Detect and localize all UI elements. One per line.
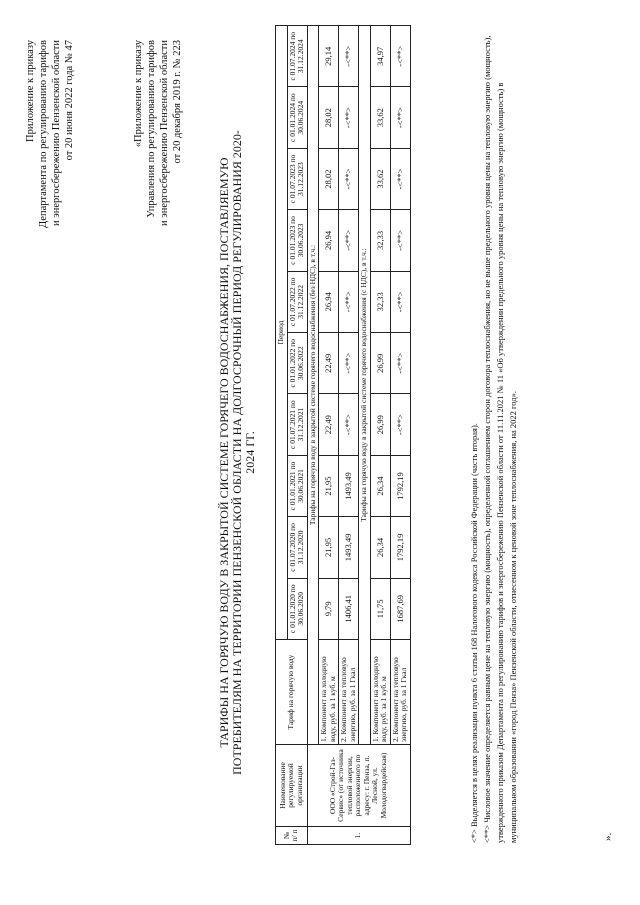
period-header: с 01.01.2022 по 30.06.2022 bbox=[287, 333, 307, 394]
table-cell: 1493,49 bbox=[339, 517, 359, 578]
table-row bbox=[370, 26, 390, 845]
title-line: 2024 ГГ. bbox=[243, 431, 257, 474]
table-cell: -<**> bbox=[339, 271, 359, 332]
table-cell: 33,62 bbox=[370, 148, 390, 209]
footnotes bbox=[468, 23, 520, 843]
table-cell: -<**> bbox=[339, 333, 359, 394]
component-label: 1. Компонент на холодную воду, руб. за 1 куб. м bbox=[319, 640, 339, 745]
appendix-line: от 20 июня 2022 года № 47 bbox=[64, 40, 75, 161]
table-cell: -<**> bbox=[339, 26, 359, 87]
table-cell: 32,33 bbox=[370, 271, 390, 332]
period-header: с 01.01.2024 по 30.06.2024 bbox=[287, 87, 307, 148]
appendix-header bbox=[24, 40, 76, 228]
table-cell: 21,95 bbox=[319, 455, 339, 516]
table-cell: 28,02 bbox=[319, 148, 339, 209]
period-header: с 01.07.2021 по 31.12.2021 bbox=[287, 394, 307, 455]
table-cell: -<**> bbox=[339, 87, 359, 148]
table-cell: 26,34 bbox=[370, 455, 390, 516]
table-cell: 26,99 bbox=[370, 333, 390, 394]
table-cell: 33,62 bbox=[370, 87, 390, 148]
row-number: 1. bbox=[307, 827, 410, 845]
organization-name: ООО «Строй-Газ-Сервис» (от источника тепловой энергии, расположенного по адресу: г. Пенза, п. Лесной, ул. Молодогвардейская) bbox=[307, 745, 410, 827]
title-line: ПОТРЕБИТЕЛЯМ НА ТЕРРИТОРИИ ПЕНЗЕНСКОЙ ОБЛАСТИ НА ДОЛГОСРОЧНЫЙ ПЕРИОД РЕГУЛИРОВАНИЯ 2020- bbox=[230, 130, 244, 775]
title-line: ТАРИФЫ НА ГОРЯЧУЮ ВОДУ В ЗАКРЫТОЙ СИСТЕМЕ ГОРЯЧЕГО ВОДОСНАБЖЕНИЯ, ПОСТАВЛЯЕМУЮ bbox=[217, 157, 231, 748]
table-cell: 28,02 bbox=[319, 87, 339, 148]
appendix-line: Департамента по регулированию тарифов bbox=[38, 40, 49, 228]
table-row bbox=[390, 26, 410, 845]
section-header-with-vat: Тарифы на горячую воду в закрытой системе горячего водоснабжения (с НДС), в т.ч.: bbox=[359, 26, 371, 745]
component-label: 2. Компонент на тепловую энергию, руб. за 1 Гкал bbox=[390, 640, 410, 745]
table-cell: 1792,19 bbox=[390, 455, 410, 516]
table-cell: -<**> bbox=[339, 148, 359, 209]
header-number: № п/ п bbox=[276, 827, 308, 845]
component-label: 1. Компонент на холодную воду, руб. за 1 куб. м bbox=[370, 640, 390, 745]
appendix-line: от 20 декабря 2019 г. № 223 bbox=[172, 40, 183, 164]
footnote-heat-price: <**> Числовое значение определяется равным цене на тепловую энергию (мощность), определенной соглашением сторон договора теплоснабжения, но не выше предельного уровня цены на тепловую энергию (мощность), утвержденного приказом Департамента по регулированию тарифов и энергосбережению Пензенской области от 11.11.2021 № 11 «Об утверждении предельного уровня цены на тепловую энергию (мощность) в муниципальном образовании «город Пенза» Пензенской области, отнесенном к ценовой зоне теплоснабжения, на 2022 год». bbox=[482, 35, 518, 843]
table-cell: -<**> bbox=[390, 26, 410, 87]
table-cell: 1406,41 bbox=[339, 578, 359, 639]
table-cell: 21,95 bbox=[319, 517, 339, 578]
header-tariff: Тариф на горячую воду bbox=[276, 640, 308, 745]
closing-quote: ». bbox=[602, 832, 614, 841]
appendix-line: и энергосбережению Пензенской области bbox=[51, 40, 62, 226]
component-label: 2. Компонент на тепловую энергию, руб. за 1 Гкал bbox=[339, 640, 359, 745]
table-cell: 26,94 bbox=[319, 210, 339, 271]
section-header-without-vat: Тарифы на горячую воду в закрытой системе горячего водоснабжения (без НДС), в т.ч.: bbox=[307, 26, 319, 745]
table-cell: 34,97 bbox=[370, 26, 390, 87]
appendix-line: и энергосбережению Пензенской области bbox=[159, 40, 170, 226]
period-header: с 01.01.2020 по 30.06.2020 bbox=[287, 578, 307, 639]
table-cell: 22,49 bbox=[319, 333, 339, 394]
header-period: Период bbox=[276, 26, 288, 640]
appendix-line: Управления по регулированию тарифов bbox=[146, 40, 157, 218]
table-cell: 29,14 bbox=[319, 26, 339, 87]
table-row bbox=[319, 26, 339, 845]
period-header: с 01.01.2021 по 30.06.2021 bbox=[287, 455, 307, 516]
previous-appendix-header bbox=[132, 40, 184, 226]
appendix-line: Приложение к приказу bbox=[25, 40, 36, 142]
table-cell: -<**> bbox=[390, 394, 410, 455]
period-header: с 01.07.2022 по 31.12.2022 bbox=[287, 271, 307, 332]
tariff-table bbox=[275, 25, 411, 845]
table-cell: 26,99 bbox=[370, 394, 390, 455]
table-row bbox=[339, 26, 359, 845]
document-title bbox=[218, 0, 257, 905]
table-cell: 22,49 bbox=[319, 394, 339, 455]
period-header: с 01.07.2024 по 31.12.2024 bbox=[287, 26, 307, 87]
period-header: с 01.07.2020 по 31.12.2020 bbox=[287, 517, 307, 578]
header-organization: Наименование регулируемой организации bbox=[276, 745, 308, 827]
table-cell: 11,75 bbox=[370, 578, 390, 639]
table-cell: 32,33 bbox=[370, 210, 390, 271]
table-cell: -<**> bbox=[339, 394, 359, 455]
footnote-vat: <*> Выделяется в целях реализации пункта 6 статьи 168 Налогового кодекса Российской Федерации (часть вторая). bbox=[469, 423, 479, 843]
period-header: с 01.07.2023 по 31.12.2023 bbox=[287, 148, 307, 209]
table-cell: 26,94 bbox=[319, 271, 339, 332]
table-cell: 1493,49 bbox=[339, 455, 359, 516]
table-cell: -<**> bbox=[390, 271, 410, 332]
table-cell: -<**> bbox=[390, 210, 410, 271]
appendix-line: «Приложение к приказу bbox=[133, 40, 144, 148]
table-cell: -<**> bbox=[390, 333, 410, 394]
table-cell: 26,34 bbox=[370, 517, 390, 578]
table-cell: 1792,19 bbox=[390, 517, 410, 578]
table-cell: -<**> bbox=[390, 87, 410, 148]
table-cell: -<**> bbox=[390, 148, 410, 209]
table-cell: 9,79 bbox=[319, 578, 339, 639]
period-header: с 01.01.2023 по 30.06.2023 bbox=[287, 210, 307, 271]
table-cell: 1687,69 bbox=[390, 578, 410, 639]
table-cell: -<**> bbox=[339, 210, 359, 271]
